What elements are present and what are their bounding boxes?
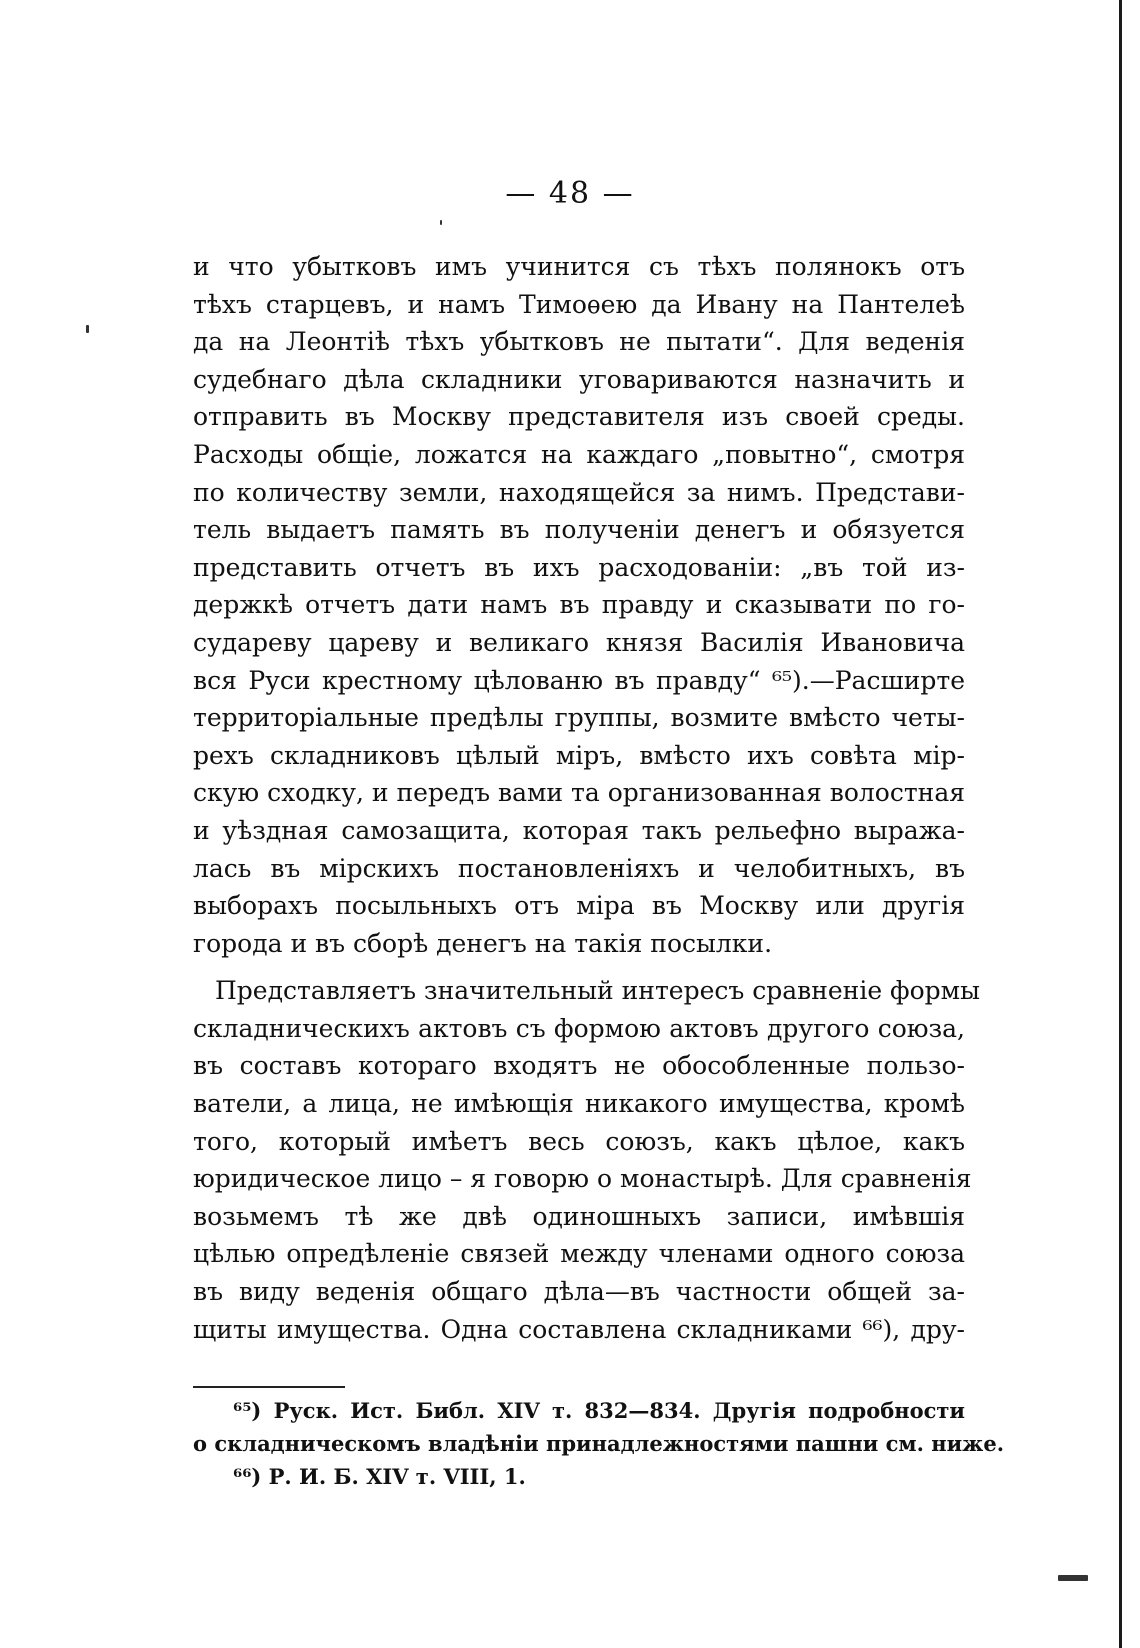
- text-line: цѣлью опредѣленіе связей между членами одного союза: [193, 1239, 965, 1269]
- text-line: да на Леонтіѣ тѣхъ убытковъ не пытати“. Для веденія: [193, 327, 965, 357]
- scan-speck: [1058, 1575, 1088, 1581]
- binding-edge: [1119, 0, 1122, 1648]
- text-line: въ составъ котораго входятъ не обособленные пользо-: [193, 1051, 965, 1081]
- text-line: юридическое лицо – я говорю о монастырѣ. Для сравненія: [193, 1164, 972, 1194]
- text-line: судебнаго дѣла складники уговариваются назначить и: [193, 364, 965, 394]
- text-line: по количеству земли, находящейся за нимъ. Представи-: [193, 477, 965, 507]
- text-line: ватели, а лица, не имѣющія никакого имущества, кромѣ: [193, 1089, 965, 1119]
- text-line: тѣхъ старцевъ, и намъ Тимоѳею да Ивану на Пантелеѣ: [193, 289, 965, 319]
- text-line: отправить въ Москву представителя изъ своей среды.: [193, 402, 965, 432]
- footnote-line: ⁶⁶) Р. И. Б. XIV т. VIII, 1.: [233, 1464, 526, 1489]
- text-line: выборахъ посыльныхъ отъ міра въ Москву или другія: [193, 891, 965, 921]
- text-line: представить отчетъ въ ихъ расходованіи: „въ той из-: [193, 552, 965, 582]
- text-line: въ виду веденія общаго дѣла—въ частности общей за-: [193, 1277, 965, 1307]
- text-line: того, который имѣетъ весь союзъ, какъ цѣлое, какъ: [193, 1126, 965, 1156]
- text-line: и уѣздная самозащита, которая такъ рельефно выража-: [193, 815, 965, 845]
- text-line: судареву цареву и великаго князя Василія Ивановича: [193, 627, 965, 657]
- text-line: щиты имущества. Одна составлена складниками ⁶⁶), дру-: [193, 1314, 965, 1344]
- footnote-divider: [193, 1386, 345, 1388]
- footnote-line: ⁶⁵) Руск. Ист. Библ. XIV т. 832—834. Другія подробности: [233, 1398, 965, 1423]
- text-line: рехъ складниковъ цѣлый міръ, вмѣсто ихъ совѣта мір-: [193, 740, 965, 770]
- text-line: Расходы общіе, ложатся на каждаго „повытно“, смотря: [193, 439, 965, 469]
- text-line: вся Руси крестному цѣлованю въ правду“ ⁶⁵).—Расширте: [193, 665, 965, 695]
- text-line: складническихъ актовъ съ формою актовъ другого союза,: [193, 1013, 965, 1043]
- text-line: и что убытковъ имъ учинится съ тѣхъ полянокъ отъ: [193, 252, 965, 281]
- page-number: — 48 —: [505, 176, 635, 211]
- scan-speck: [440, 220, 442, 225]
- text-line: скую сходку, и передъ вами та организованная волостная: [193, 778, 965, 808]
- text-line: города и въ сборѣ денегъ на такія посылки.: [193, 928, 773, 958]
- text-line: Представляетъ значительный интересъ сравненіе формы: [215, 976, 981, 1006]
- footnotes: [193, 1394, 1005, 1493]
- text-line: территоріальные предѣлы группы, возмите вмѣсто четы-: [193, 703, 965, 733]
- text-line: лась въ мірскихъ постановленіяхъ и челобитныхъ, въ: [193, 853, 965, 883]
- scan-speck: [86, 325, 89, 333]
- footnote-line: о складническомъ владѣніи принадлежностями пашни см. ниже.: [193, 1431, 1005, 1456]
- text-line: возьмемъ тѣ же двѣ одиношныхъ записи, имѣвшія: [193, 1201, 965, 1231]
- text-line: тель выдаетъ память въ полученіи денегъ и обязуется: [193, 515, 965, 545]
- text-line: держкѣ отчетъ дати намъ въ правду и сказывати по го-: [193, 590, 965, 620]
- body-text: [193, 248, 981, 1348]
